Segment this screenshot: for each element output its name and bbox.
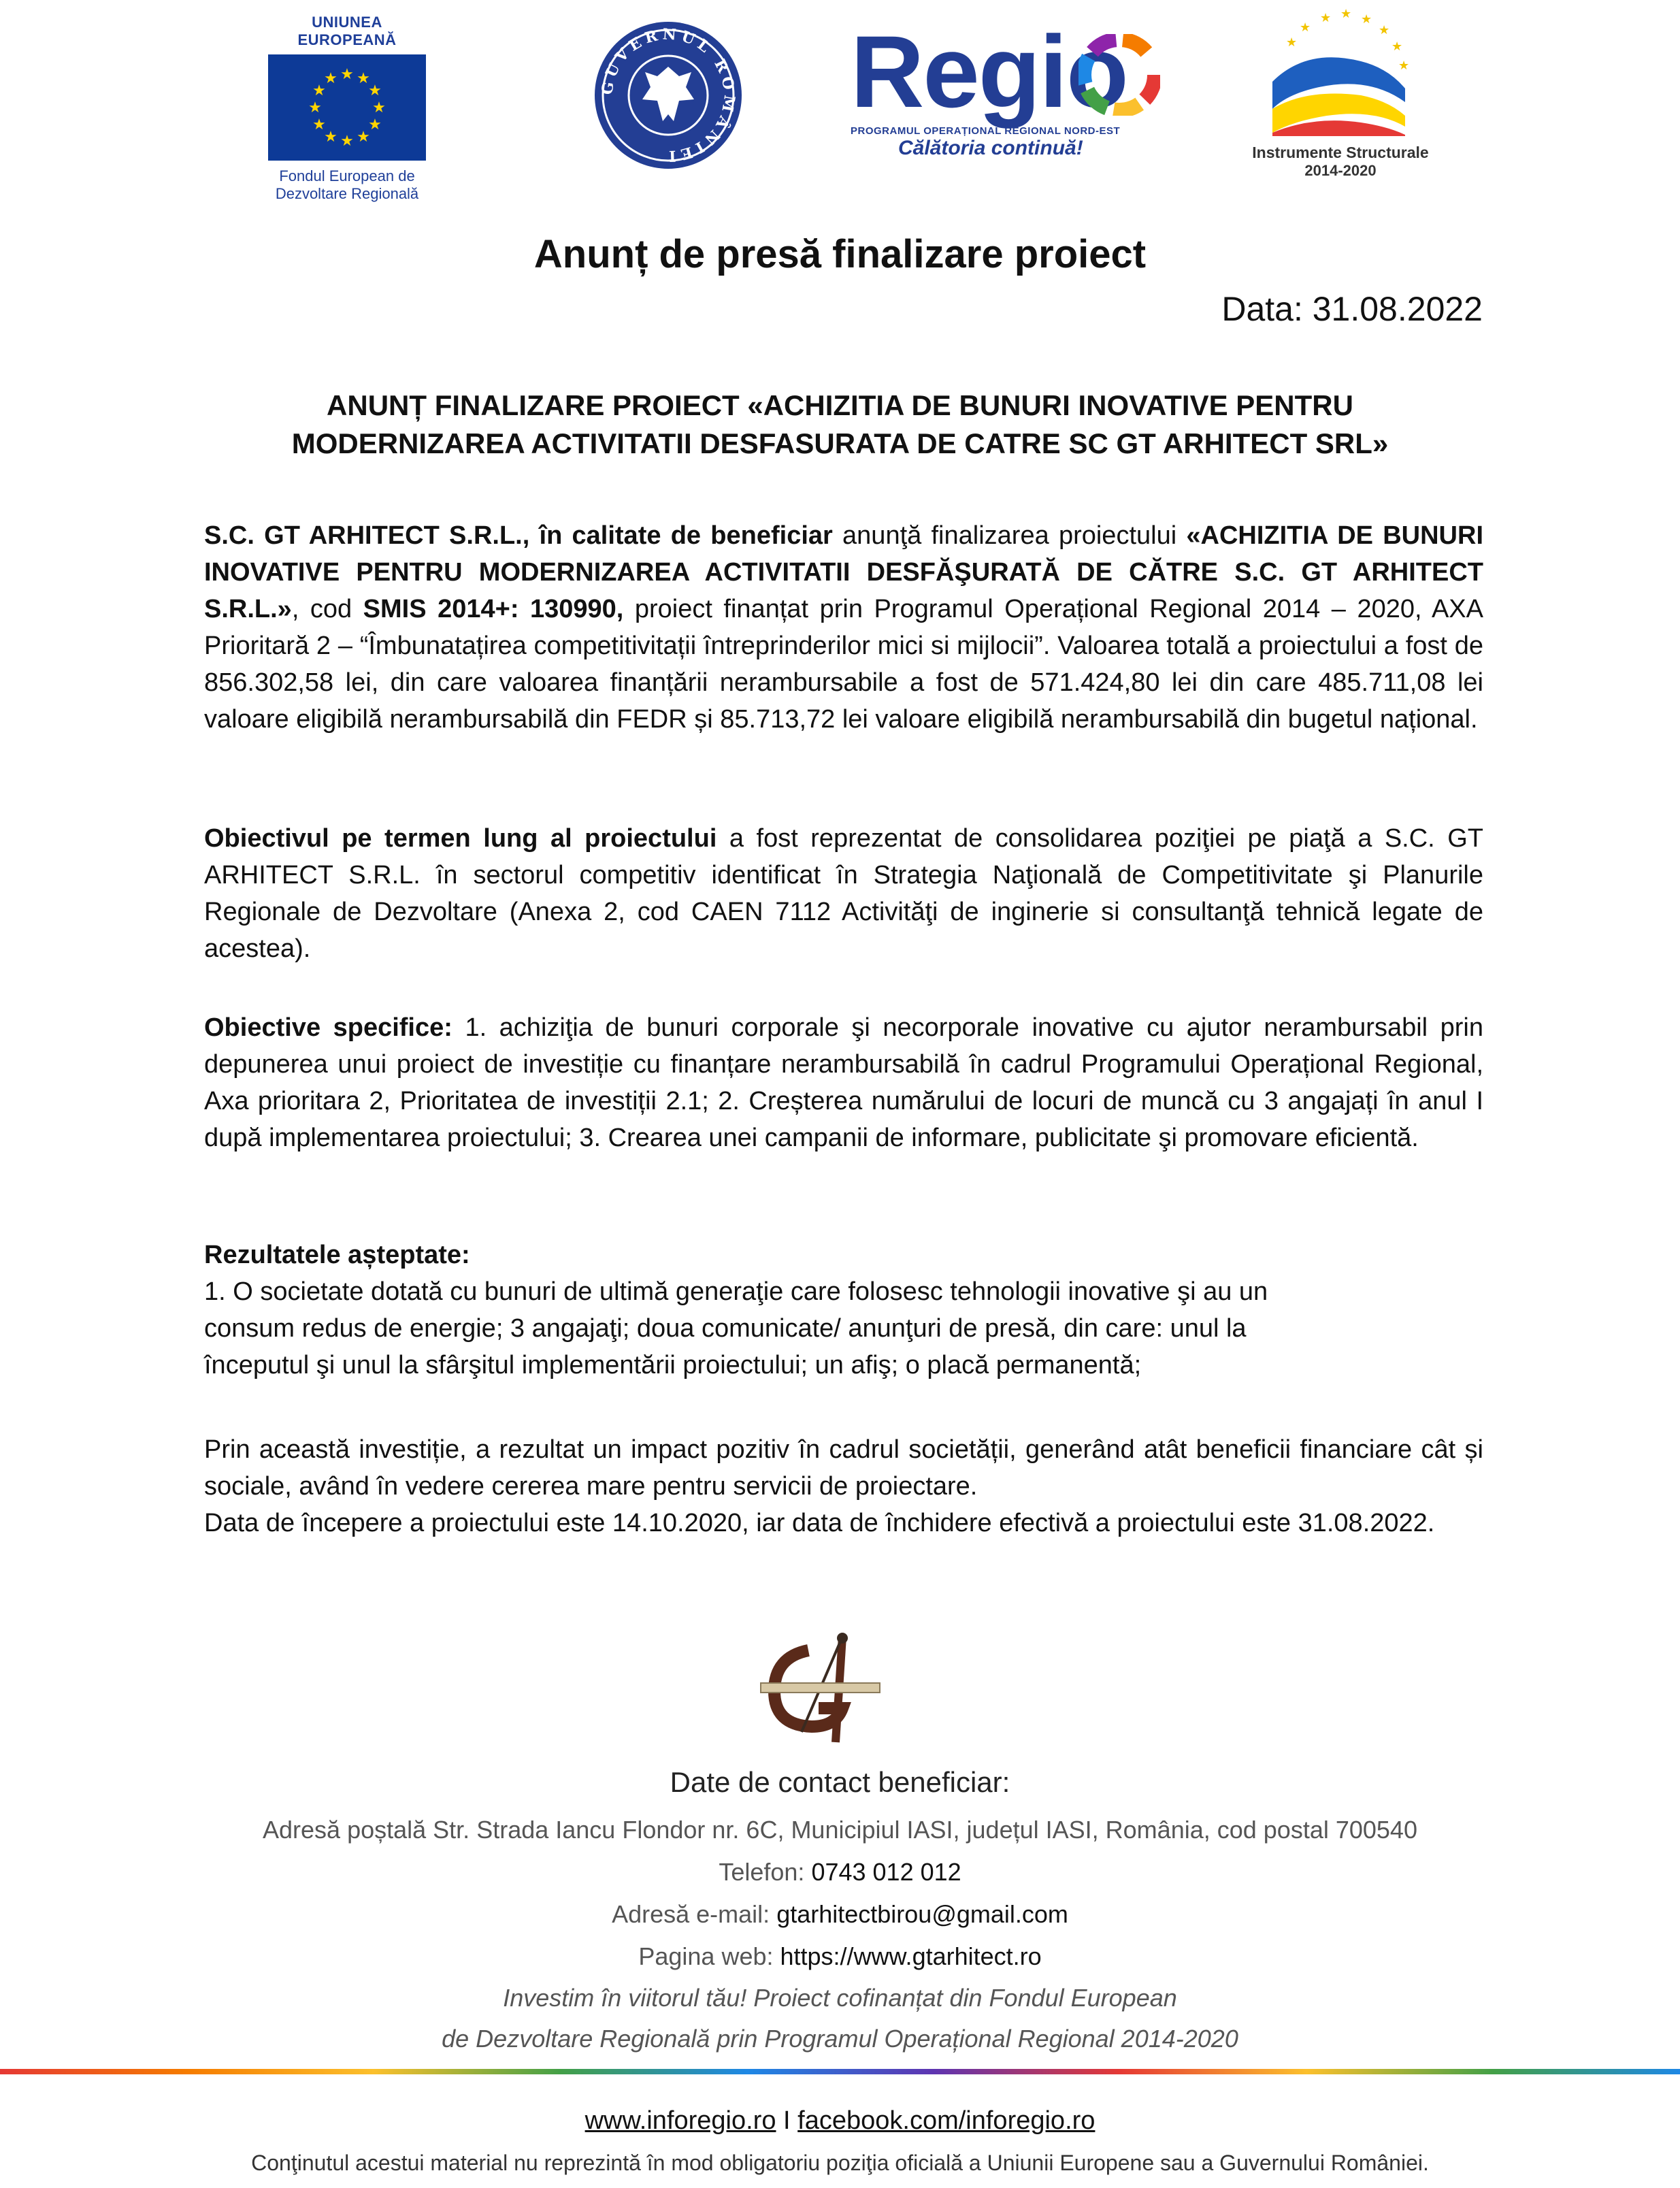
- svg-text:★: ★: [1398, 59, 1410, 73]
- contact-phone: [0, 1858, 1680, 1887]
- svg-text:★: ★: [372, 99, 386, 116]
- website-link[interactable]: https://www.gtarhitect.ro: [780, 1942, 1042, 1970]
- svg-text:★: ★: [1361, 12, 1372, 27]
- eu-flag-icon: [268, 54, 426, 161]
- page-title: Anunț de presă finalizare proiect: [533, 232, 1147, 276]
- gov-seal-text: GUVERNUL ROMÂNIEI: [598, 25, 739, 165]
- gov-seal-icon: [592, 19, 745, 172]
- facebook-link[interactable]: facebook.com/inforegio.ro: [797, 2106, 1096, 2135]
- contact-title: Date de contact beneficiar:: [670, 1766, 1010, 1798]
- svg-text:★: ★: [1340, 7, 1352, 21]
- paragraph-long-term-objective: [204, 820, 1483, 967]
- announcement-heading: [0, 387, 1680, 463]
- svg-text:★: ★: [1286, 35, 1298, 50]
- results-line2: consum redus de energie; 3 angajaţi; doua comunicate/ anunţuri de presă, din care: unul la: [204, 1314, 1247, 1343]
- svg-text:★: ★: [368, 116, 382, 133]
- invest-slogan-line2: de Dezvoltare Regională prin Programul Operațional Regional 2014-2020: [442, 2025, 1238, 2053]
- p2-text: a fost reprezentat de consolidarea poziţiei pe piaţă a S.C. GT ARHITECT S.R.L. în sectorul competitiv identificat în Strategia Naţională de Competitivitate şi Planurile Regionale de Dezvoltare (Anexa 2, cod CAEN 7112 Activităţi de inginerie si consultanţă tehnică legate de acestea).: [204, 824, 1484, 963]
- regio-logo-icon: [851, 14, 1164, 163]
- gt-arhitect-logo-icon: [754, 1623, 883, 1752]
- long-term-objective-label: Obiectivul pe termen lung al proiectului: [204, 824, 717, 853]
- footer-links: [0, 2106, 1680, 2136]
- email-label: Adresă e-mail:: [612, 1900, 777, 1928]
- regio-subtitle: PROGRAMUL OPERAȚIONAL REGIONAL NORD-EST: [851, 125, 1121, 137]
- phone-value[interactable]: 0743 012 012: [811, 1858, 961, 1886]
- specific-objectives-label: Obiective specifice:: [204, 1013, 452, 1042]
- p1-text2: , cod: [291, 595, 363, 623]
- eu-logo: [262, 14, 432, 202]
- paragraph-impact: [204, 1431, 1483, 1541]
- email-link[interactable]: gtarhitectbirou@gmail.com: [776, 1900, 1068, 1928]
- svg-text:★: ★: [357, 70, 370, 87]
- inforegio-link[interactable]: www.inforegio.ro: [584, 2106, 776, 2135]
- eu-logo-title: UNIUNEA EUROPEANĂ: [297, 14, 397, 48]
- heading-line1: ANUNȚ FINALIZARE PROIECT «ACHIZITIA DE BUNURI INOVATIVE PENTRU: [327, 389, 1353, 421]
- beneficiary-name: S.C. GT ARHITECT S.R.L., în calitate de beneficiar: [204, 521, 833, 550]
- eu-logo-line1: Fondul European de: [279, 167, 415, 184]
- logo-bar: [0, 0, 1680, 204]
- project-dates-text: Data de începere a proiectului este 14.10.2020, iar data de închidere efectivă a proiectului este 31.08.2022.: [204, 1509, 1435, 1537]
- svg-text:★: ★: [324, 70, 337, 87]
- svg-text:★: ★: [1379, 23, 1390, 37]
- impact-text: Prin această investiție, a rezultat un impact pozitiv în cadrul societății, generând atât beneficii financiare cât și sociale, având în vedere cererea mare pentru servicii de proiectare.: [204, 1435, 1483, 1501]
- structural-instruments-icon: [1238, 7, 1443, 191]
- paragraph-expected-results: [204, 1237, 1483, 1384]
- svg-text:★: ★: [1391, 39, 1403, 54]
- svg-text:★: ★: [312, 82, 326, 99]
- p3-text: 1. achiziţia de bunuri corporale şi necorporale inovative cu ajutor nerambursabil prin depunerea unui proiect de investiție cu finanțare nerambursabilă în cadrul Programului Operațional Regional, Axa prioritara 2, Prioritatea de investiții 2.1; 2. Creșterea numărului de locuri de muncă cu 3 angajați în anul I după implementarea proiectului; 3. Crearea unei campanii de informare, publicitate şi promovare eficientă.: [204, 1013, 1484, 1152]
- paragraph-specific-objectives: [204, 1009, 1483, 1156]
- results-line3: începutul şi unul la sfârşitul implementării proiectului; un afiş; o placă permanentă;: [204, 1351, 1142, 1379]
- p1-text3: proiect finanțat prin Programul Operațional Regional 2014 – 2020, AXA Prioritară 2 – “Îmbunatațirea competitivitații întreprinderilor mici si mijlocii”. Valoarea totală a proiectului a fost de 856.302,58 lei, din care valoarea finanțării nerambursabile a fost de 571.424,80 lei din care 485.711,08 lei valoare eligibilă nerambursabilă din FEDR și 85.713,72 lei valoare eligibilă nerambursabilă din bugetul național.: [204, 595, 1483, 734]
- svg-text:★: ★: [312, 116, 326, 133]
- regio-tagline: Călătoria continuă!: [898, 137, 1083, 159]
- smis-code: SMIS 2014+: 130990,: [363, 595, 624, 623]
- eu-logo-line2: Dezvoltare Regională: [275, 185, 419, 202]
- footer-divider: [0, 2069, 1680, 2074]
- is-logo-years: 2014-2020: [1304, 162, 1377, 179]
- svg-text:★: ★: [368, 82, 382, 99]
- regio-word: Regio: [851, 14, 1127, 129]
- svg-text:★: ★: [1300, 20, 1311, 35]
- document-date: Data: 31.08.2022: [1221, 290, 1483, 328]
- phone-label: Telefon:: [719, 1858, 812, 1886]
- svg-text:★: ★: [1320, 11, 1332, 25]
- project-name: «ACHIZITIA DE BUNURI INOVATIVE PENTRU MODERNIZAREA ACTIVITATII DESFĂŞURATĂ DE CĂTRE S.C. GT ARHITECT S.R.L.»: [204, 521, 1484, 623]
- footer-separator: I: [776, 2106, 798, 2135]
- expected-results-label: Rezultatele așteptate:: [204, 1241, 470, 1269]
- contact-web: [0, 1942, 1680, 1971]
- svg-text:★: ★: [340, 66, 354, 83]
- heading-line2: MODERNIZAREA ACTIVITATII DESFASURATA DE CATRE SC GT ARHITECT SRL»: [291, 427, 1389, 459]
- p1-text1: anunţă finalizarea proiectului: [832, 521, 1187, 550]
- svg-text:★: ★: [357, 129, 370, 146]
- web-label: Pagina web:: [638, 1942, 780, 1970]
- contact-address: Adresă poștală Str. Strada Iancu Flondor nr. 6C, Municipiul IASI, județul IASI, România, cod postal 700540: [263, 1816, 1417, 1844]
- results-line1: 1. O societate dotată cu bunuri de ultimă generaţie care folosesc tehnologii inovative şi au un: [204, 1277, 1268, 1306]
- footer-disclaimer: Conţinutul acestui material nu reprezintă în mod obligatoriu poziţia oficială a Uniunii Europene sau a Guvernului României.: [251, 2151, 1429, 2175]
- svg-text:★: ★: [308, 99, 322, 116]
- is-logo-title: Instrumente Structurale: [1252, 144, 1429, 161]
- paragraph-project-summary: [204, 517, 1483, 738]
- invest-slogan-line1: Investim în viitorul tău! Proiect cofinanțat din Fondul European: [503, 1984, 1177, 2012]
- contact-email: [0, 1900, 1680, 1929]
- svg-text:★: ★: [340, 133, 354, 150]
- svg-text:★: ★: [324, 129, 337, 146]
